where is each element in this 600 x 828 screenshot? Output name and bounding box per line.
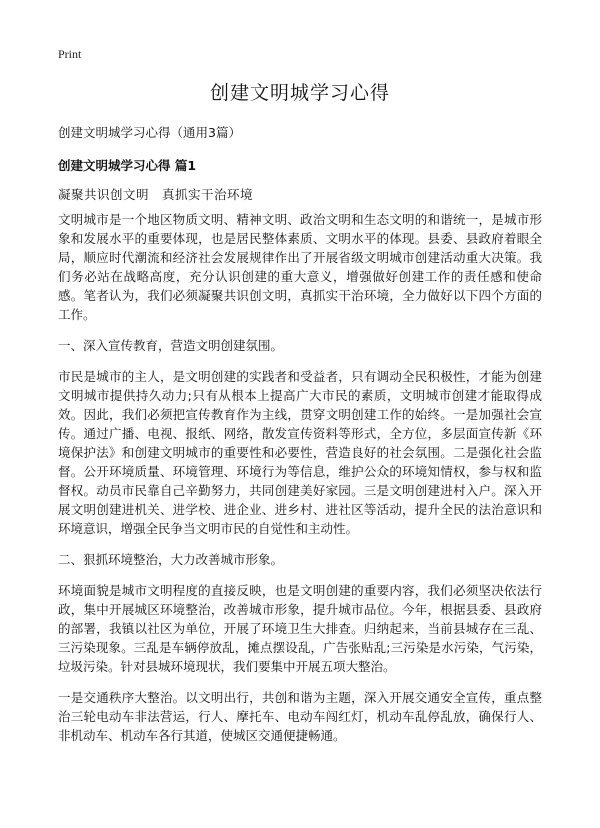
paragraph-section-2: 环境面貌是城市文明程度的直接反映，也是文明创建的重要内容，我们必须坚决依法行政，集中开展城区环境整治，改善城市形象，提升城市品位。今年，根据县委、县政府的部署，我镇以社区为单位，开展了环境卫生大排查。归纳起来，当前县城存在三乱、三污染现象。三乱是车辆停放乱，摊点摆设乱，广告张贴乱;三污染是水污染，气污染，垃圾污染。针对县城环境现状，我们要集中开展五项大整治。 — [58, 583, 542, 674]
paragraph-section-1: 市民是城市的主人，是文明创建的实践者和受益者，只有调动全民积极性，才能为创建文明城市提供持久动力;只有从根本上提高广大市民的素质，文明城市创建才能取得成效。因此，我们必须把宣传教育作为主线，贯穿文明创建工作的始终。一是加强社会宣传。通过广播、电视、报纸、网络，散发宣传资料等形式，全方位，多层面宣传新《环境保护法》和创建文明城市的重要性和必要性，营造良好的社会氛围。二是强化社会监督。公开环境质量、环境管理、环境行为等信息，维护公众的环境知情权，参与权和监督权。动员市民靠自己辛勤努力，共同创建美好家园。三是文明创建进村入户。深入开展文明创建进机关、进学校、进企业、进乡村、进社区等活动，提升全民的法治意识和环境意识，增强全民争当文明市民的自觉性和主动性。 — [58, 369, 542, 536]
article-heading: 创建文明城学习心得 篇1 — [58, 158, 197, 173]
paragraph-intro: 文明城市是一个地区物质文明、精神文明、政治文明和生态文明的和谐统一，是城市形象和发展水平的重要体现，也是居民整体素质、文明水平的体现。县委、县政府着眼全局，顺应时代潮流和经济社会发展规律作出了开展省级文明城市创建活动重大决策。我们务必站在战略高度，充分认识创建的重大意义，增强做好创建工作的责任感和使命感。笔者认为，我们必须凝聚共识创文明，真抓实干治环境，全力做好以下四个方面的工作。 — [58, 212, 542, 322]
lead-line: 凝聚共识创文明 真抓实干治环境 — [58, 187, 254, 202]
print-link[interactable]: Print — [58, 47, 82, 61]
paragraph-traffic: 一是交通秩序大整治。以文明出行，共创和谐为主题，深入开展交通安全宣传，重点整治三轮电动车非法营运，行人、摩托车、电动车闯红灯，机动车乱停乱放，确保行人、非机动车、机动车各行其道，使城区交通便捷畅通。 — [58, 690, 542, 743]
page-title: 创建文明城学习心得 — [209, 82, 390, 104]
article-body — [58, 210, 542, 757]
section-heading-1: 一、深入宣传教育，营造文明创建氛围。 — [58, 338, 284, 353]
subtitle: 创建文明城学习心得（通用3篇） — [58, 125, 241, 140]
section-heading-2: 二、狠抓环境整治，大力改善城市形象。 — [58, 552, 284, 567]
